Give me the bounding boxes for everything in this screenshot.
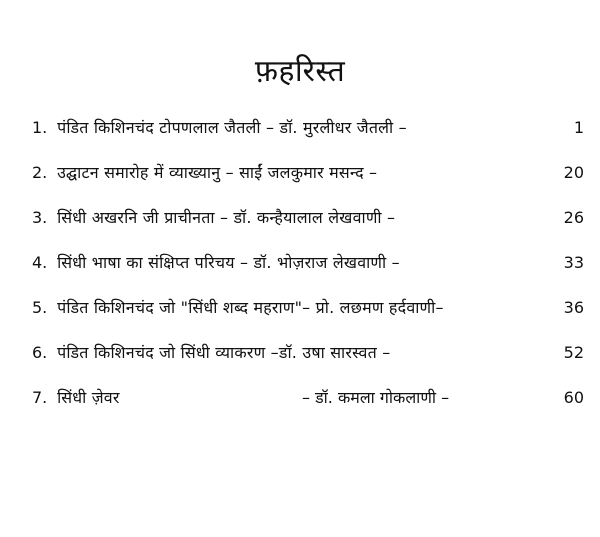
toc-entry — [32, 380, 588, 425]
entry-title: पंडित किशिनचंद जो सिंधी व्याकरण –डॉ. उषा सारस्वत – — [57, 343, 391, 362]
entry-number: 3. — [32, 208, 48, 227]
page-title: फ़हरिस्त — [254, 54, 346, 90]
entry-number: 4. — [32, 253, 48, 272]
entry-number: 5. — [32, 298, 48, 317]
entry-number: 1. — [32, 118, 48, 137]
toc-entry — [32, 290, 588, 335]
entry-title: सिंधी अखरनि जी प्राचीनता – डॉ. कन्हैयालाल लेखवाणी – — [57, 208, 396, 227]
entry-number: 6. — [32, 343, 48, 362]
entry-number: 7. — [32, 388, 48, 407]
entry-page-number: 20 — [563, 163, 584, 182]
toc-entry — [32, 245, 588, 290]
toc-entry — [32, 200, 588, 245]
entry-page-number: 33 — [563, 253, 584, 272]
entry-title: सिंधी भाषा का संक्षिप्त परिचय – डॉ. भोज़राज लेखवाणी – — [57, 253, 400, 272]
entry-number: 2. — [32, 163, 48, 182]
entry-title: पंडित किशिनचंद टोपणलाल जैतली – डॉ. मुरलीधर जैतली – — [57, 118, 407, 137]
entry-author: – डॉ. कमला गोकलाणी – — [302, 388, 450, 407]
entry-page-number: 26 — [563, 208, 584, 227]
entry-page-number: 60 — [563, 388, 584, 407]
toc-list — [32, 110, 588, 425]
entry-title: सिंधी ज़ेवर — [57, 388, 120, 407]
entry-page-number: 1 — [573, 118, 584, 137]
entry-page-number: 36 — [563, 298, 584, 317]
entry-page-number: 52 — [563, 343, 584, 362]
toc-entry — [32, 110, 588, 155]
entry-title: उद्घाटन समारोह में व्याख्यानु – साईं जलकुमार मसन्द – — [57, 163, 378, 182]
toc-entry — [32, 335, 588, 380]
entry-title: पंडित किशिनचंद जो "सिंधी शब्द महराण"– प्रो. लछमण हर्दवाणी– — [57, 298, 444, 317]
toc-entry — [32, 155, 588, 200]
